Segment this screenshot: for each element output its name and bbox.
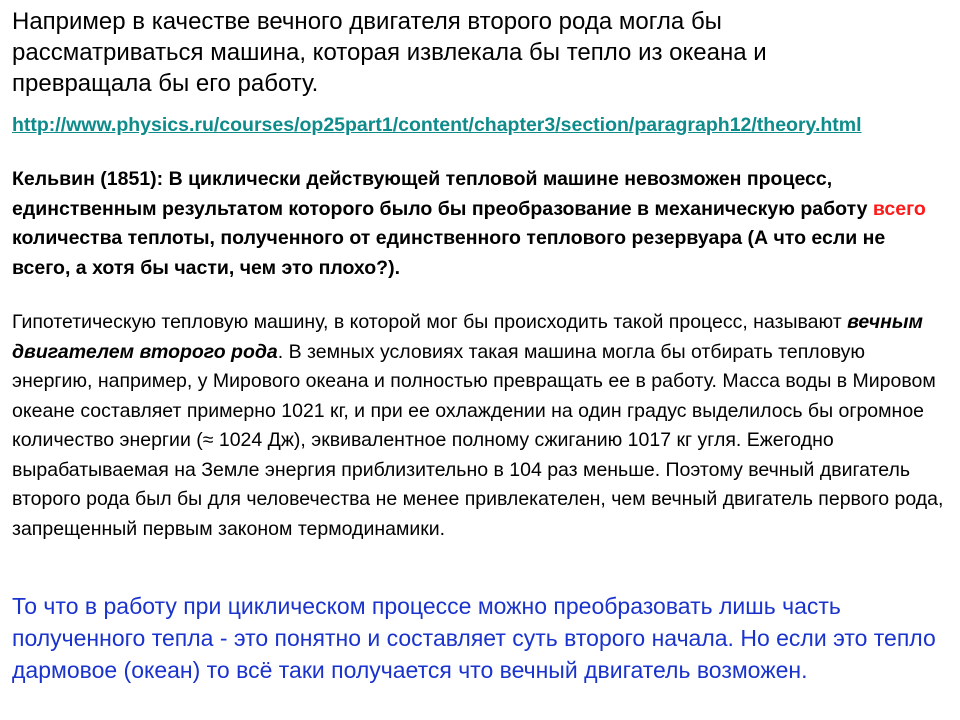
hypothetical-machine-paragraph (12, 308, 947, 544)
kelvin-statement (12, 165, 947, 283)
kelvin-text-part1: Кельвин (1851): В циклически действующей тепловой машине невозможен процесс, единственным результатом которого было бы преобразование в механическую работу (12, 168, 873, 220)
hypothetical-text-part1: Гипотетическую тепловую машину, в которой мог бы происходить такой процесс, называют (12, 311, 848, 333)
perpetual-motion-term: вечным двигателем второго рода (12, 311, 923, 363)
commentary-paragraph: То что в работу при циклическом процессе можно преобразовать лишь часть полученного тепла - это понятно и составляет суть второго начала. Но если это тепло дармовое (океан) то всё таки получается что вечный двигатель возможен. (12, 593, 936, 683)
kelvin-text-part2: количества теплоты, полученного от единственного теплового резервуара (А что если не всего, а хотя бы части, чем это плохо?). (12, 227, 886, 279)
source-link-block (12, 113, 947, 137)
intro-paragraph: Например в качестве вечного двигателя второго рода могла бы рассматриваться машина, которая извлекала бы тепло из океана и превращала бы его работу. (12, 8, 767, 97)
hypothetical-text-part2: . В земных условиях такая машина могла бы отбирать тепловую энергию, например, у Мирового океана и полностью превращать ее в работу. Масса воды в Мировом океане составляет примерно 1021 кг, и при ее охлаждении на один градус выделилось бы огромное количество энергии (≈ 1024 Дж), эквивалентное полному сжиганию 1017 кг угля. Ежегодно вырабатываемая на Земле энергия приблизительно в 104 раз меньше. Поэтому вечный двигатель второго рода был бы для человечества не менее привлекателен, чем вечный двигатель первого рода, запрещенный первым законом термодинамики. (12, 340, 944, 540)
source-link[interactable]: http://www.physics.ru/courses/op25part1/content/chapter3/section/paragraph12/theory.html (12, 114, 862, 136)
kelvin-highlight-word: всего (872, 197, 926, 220)
